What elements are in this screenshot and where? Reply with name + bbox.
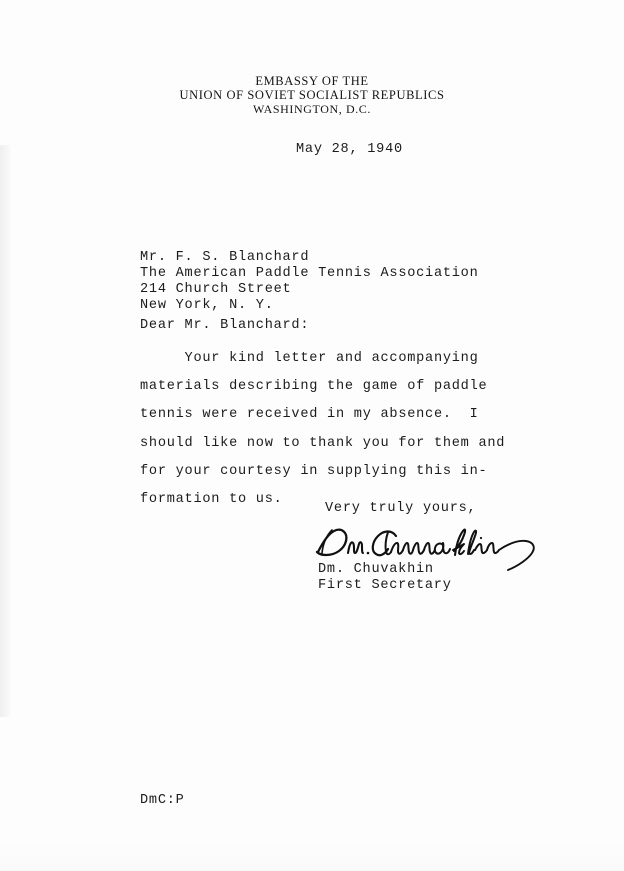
salutation: Dear Mr. Blanchard: xyxy=(140,318,310,333)
body-line: should like now to thank you for them and xyxy=(140,435,506,451)
signer-block xyxy=(318,562,452,594)
address-line-3: 214 Church Street xyxy=(140,282,292,297)
letterhead-line-3: WASHINGTON, D.C. xyxy=(252,102,372,116)
letterhead xyxy=(0,74,624,116)
letterhead-line-2: UNION OF SOVIET SOCIALIST REPUBLICS xyxy=(179,88,445,102)
address-line-1: Mr. F. S. Blanchard xyxy=(140,250,310,265)
body-line: Your kind letter and accompanying xyxy=(140,351,479,366)
letter-body xyxy=(140,345,505,514)
closing-phrase: Very truly yours, xyxy=(325,501,477,516)
body-line: tennis were received in my absence. I xyxy=(140,407,479,423)
date-line: May 28, 1940 xyxy=(296,142,403,157)
reference-initials: DmC:P xyxy=(140,793,185,808)
address-line-4: New York, N. Y. xyxy=(140,298,274,313)
recipient-address-block xyxy=(140,250,479,314)
scan-bottom-noise xyxy=(0,840,624,871)
letterhead-line-1: EMBASSY OF THE xyxy=(255,74,369,88)
scan-edge-shadow xyxy=(0,145,11,717)
body-line: for your courtesy in supplying this in- xyxy=(140,463,488,479)
body-line: formation to us. xyxy=(140,492,283,508)
signer-name: Dm. Chuvakhin xyxy=(318,562,434,577)
body-line: materials describing the game of paddle xyxy=(140,379,488,395)
signer-title: First Secretary xyxy=(318,578,452,593)
address-line-2: The American Paddle Tennis Association xyxy=(140,266,479,281)
